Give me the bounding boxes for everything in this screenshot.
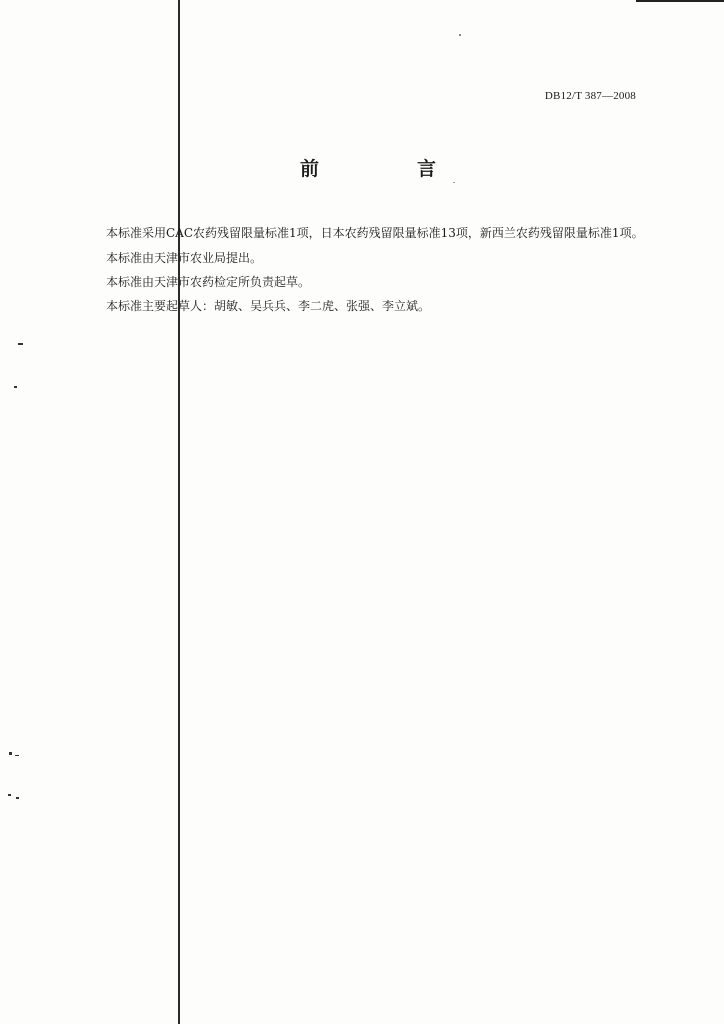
title-char-1: 前: [300, 158, 320, 180]
title-char-2: 言: [416, 158, 436, 180]
paragraph-proposer: 本标准由天津市农业局提出。: [106, 251, 263, 265]
scan-speck: [15, 755, 19, 756]
paragraph-drafter-org: 本标准由天津市农药检定所负责起草。: [106, 275, 311, 289]
page-title: [300, 154, 436, 181]
paragraph-drafters: 本标准主要起草人：胡敏、吴兵兵、李二虎、张强、李立斌。: [106, 299, 431, 313]
foreword-body: [82, 224, 672, 321]
scan-speck: [14, 386, 17, 388]
paragraph-adoption: 本标准采用CAC农药残留限量标准1项，日本农药残留限量标准13项，新西兰农药残留限量标准1项。: [106, 226, 644, 240]
scan-speck: [453, 182, 455, 183]
document-code: DB12/T 387—2008: [544, 90, 636, 102]
scan-speck: [459, 34, 461, 36]
scan-speck: [16, 797, 19, 799]
scan-artifact-line: [178, 0, 180, 1024]
scan-speck: [8, 794, 11, 796]
scan-top-rule: [636, 0, 724, 2]
scan-speck: [18, 343, 23, 345]
scan-speck: [9, 752, 12, 755]
